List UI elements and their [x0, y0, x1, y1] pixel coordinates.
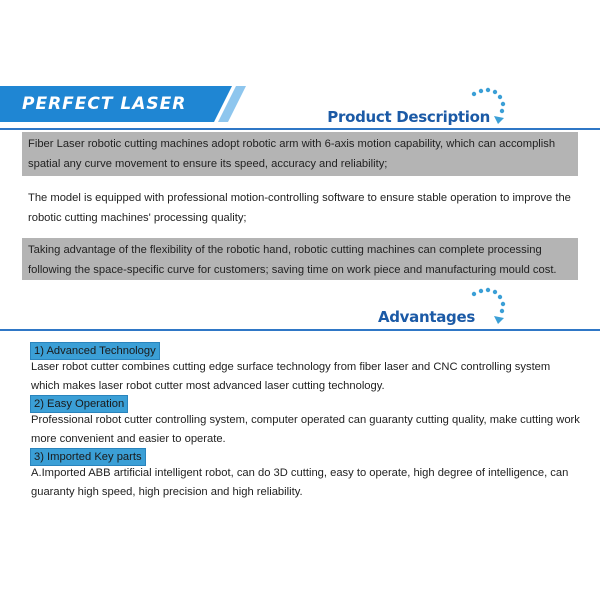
product-description-title: Product Description: [327, 108, 490, 126]
advantage-text-3: A.Imported ABB artificial intelligent robot, can do 3D cutting, easy to operate, high degree of intelligence, can guaranty high speed, high precision and high reliability.: [31, 467, 569, 498]
description-paragraph-1: Fiber Laser robotic cutting machines adopt robotic arm with 6-axis motion capability, which can accomplish spatial any curve movement to ensure its speed, accuracy and reliability;: [22, 132, 578, 176]
advantage-text-2: Professional robot cutter controlling system, computer operated can guaranty cutting quality, make cutting work more convenient and easier to operate.: [31, 414, 580, 445]
description-paragraph-3: Taking advantage of the flexibility of the robotic hand, robotic cutting machines can complete processing following the space-specific curve for customers; saving time on work piece and manufacturing mould cost.: [22, 238, 578, 280]
description-paragraph-2: The model is equipped with professional motion-controlling software to ensure stable operation to improve the robotic cutting machines' processing quality;: [28, 192, 571, 224]
advantages-title: Advantages: [377, 308, 475, 326]
advantage-text-1: Laser robot cutter combines cutting edge surface technology from fiber laser and CNC controlling system which makes laser robot cutter most advanced laser cutting technology.: [31, 361, 551, 392]
advantages-divider: [0, 329, 600, 331]
dots-arc-icon: [466, 86, 510, 126]
product-description-divider: [0, 128, 600, 130]
brand-logo-text: PERFECT LASER: [22, 94, 187, 114]
dots-arc-icon: [466, 286, 510, 326]
advantage-label-2: 2) Easy Operation: [30, 395, 128, 413]
advantage-label-1: 1) Advanced Technology: [30, 342, 160, 360]
advantage-label-3: 3) Imported Key parts: [30, 448, 146, 466]
